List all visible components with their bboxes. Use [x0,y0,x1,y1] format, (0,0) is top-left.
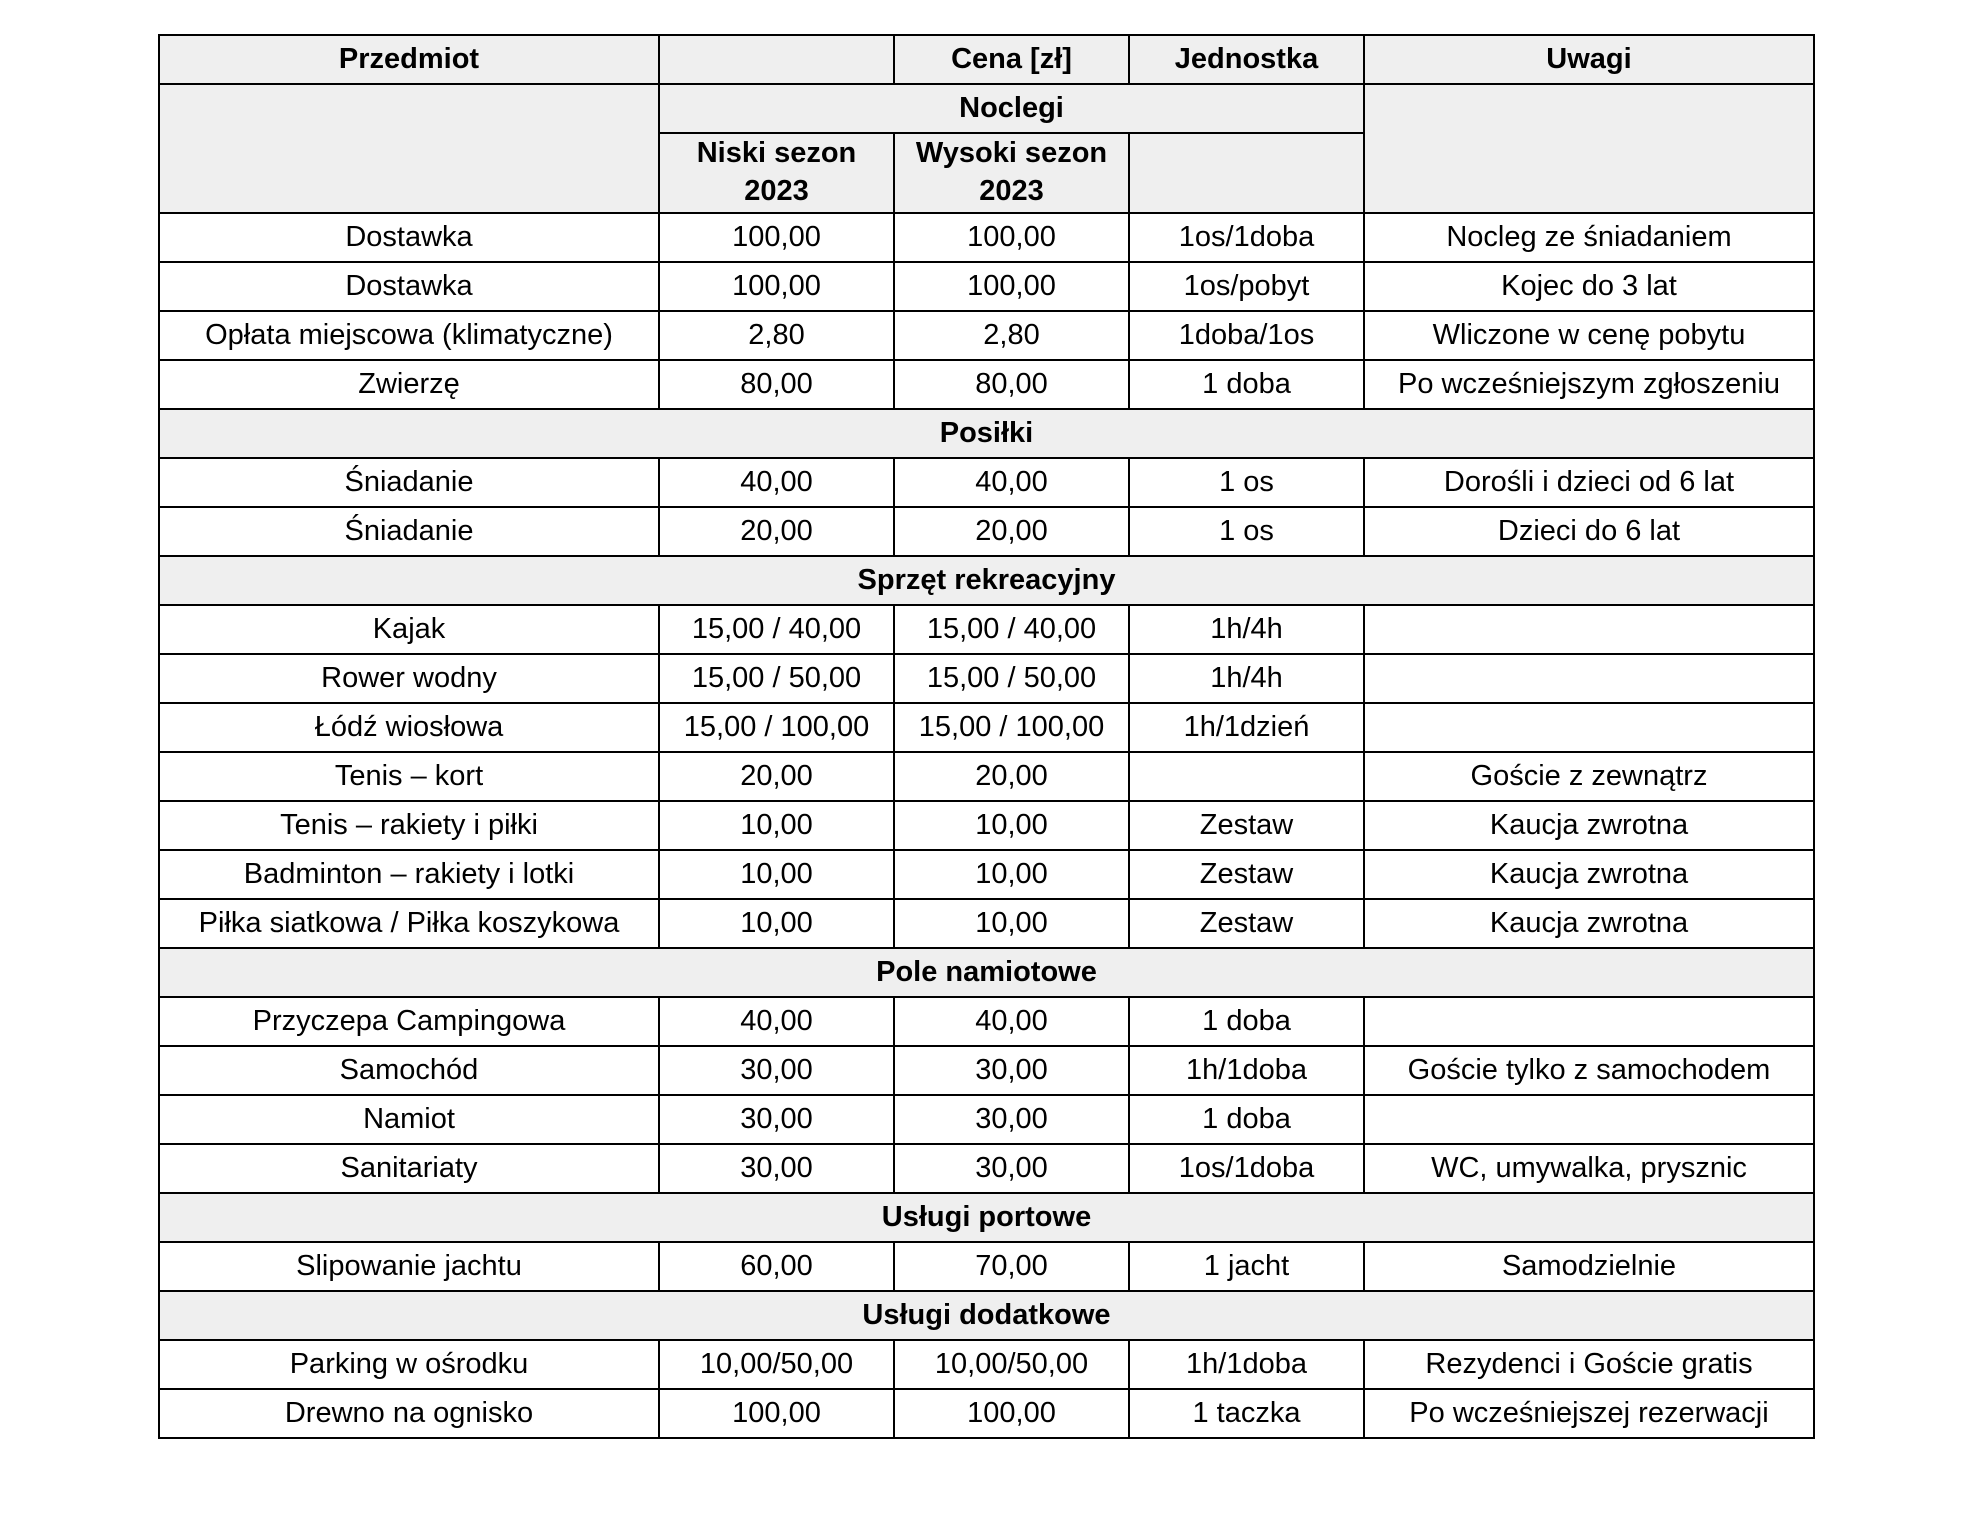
season-empty-unit [1129,133,1364,213]
section-title: Pole namiotowe [159,948,1814,997]
high-season-label: Wysoki sezon [915,137,1108,170]
high-season-price-cell: 30,00 [894,1095,1129,1144]
unit-cell: 1os/1doba [1129,1144,1364,1193]
header-row [159,35,1814,84]
notes-cell: Kaucja zwrotna [1364,801,1814,850]
item-cell: Sanitariaty [159,1144,659,1193]
notes-cell: Kaucja zwrotna [1364,850,1814,899]
item-cell: Łódź wiosłowa [159,703,659,752]
header-item: Przedmiot [159,35,659,84]
notes-cell [1364,605,1814,654]
unit-cell: Zestaw [1129,899,1364,948]
unit-cell: 1os/pobyt [1129,262,1364,311]
table-row [159,1242,1814,1291]
item-cell: Zwierzę [159,360,659,409]
table-row [159,262,1814,311]
high-season-price-cell: 10,00 [894,899,1129,948]
table-row [159,850,1814,899]
table-row [159,605,1814,654]
item-cell: Samochód [159,1046,659,1095]
item-cell: Parking w ośrodku [159,1340,659,1389]
unit-cell: 1 doba [1129,1095,1364,1144]
section-title: Usługi dodatkowe [159,1291,1814,1340]
table-row [159,752,1814,801]
high-season-price-cell: 15,00 / 40,00 [894,605,1129,654]
item-cell: Tenis – kort [159,752,659,801]
low-season-price-cell: 10,00/50,00 [659,1340,894,1389]
section-header-row [159,1291,1814,1340]
notes-cell: Kojec do 3 lat [1364,262,1814,311]
item-cell: Śniadanie [159,507,659,556]
low-season-price-cell: 60,00 [659,1242,894,1291]
notes-cell: WC, umywalka, prysznic [1364,1144,1814,1193]
section-header-row [159,409,1814,458]
low-season-price-cell: 40,00 [659,997,894,1046]
section-title: Usługi portowe [159,1193,1814,1242]
unit-cell: 1h/1doba [1129,1046,1364,1095]
high-season-price-cell: 100,00 [894,262,1129,311]
noclegi-empty-item [159,84,659,213]
item-cell: Śniadanie [159,458,659,507]
notes-cell: Wliczone w cenę pobytu [1364,311,1814,360]
notes-cell [1364,654,1814,703]
item-cell: Dostawka [159,262,659,311]
unit-cell: 1h/4h [1129,605,1364,654]
unit-cell: 1 os [1129,458,1364,507]
low-season-price-cell: 40,00 [659,458,894,507]
table-row [159,458,1814,507]
table-row [159,213,1814,262]
header-price: Cena [zł] [894,35,1129,84]
high-season-price-cell: 40,00 [894,997,1129,1046]
high-season-price-cell: 20,00 [894,507,1129,556]
section-header-row [159,1193,1814,1242]
high-season-price-cell: 10,00 [894,801,1129,850]
unit-cell: 1h/4h [1129,654,1364,703]
table-row [159,1095,1814,1144]
notes-cell: Samodzielnie [1364,1242,1814,1291]
high-season-price-cell: 40,00 [894,458,1129,507]
notes-cell: Goście z zewnątrz [1364,752,1814,801]
low-season-price-cell: 15,00 / 100,00 [659,703,894,752]
low-season-price-cell: 20,00 [659,507,894,556]
low-season-price-cell: 30,00 [659,1144,894,1193]
item-cell: Namiot [159,1095,659,1144]
high-season-price-cell: 2,80 [894,311,1129,360]
high-season-price-cell: 15,00 / 100,00 [894,703,1129,752]
notes-cell: Nocleg ze śniadaniem [1364,213,1814,262]
unit-cell: 1h/1dzień [1129,703,1364,752]
item-cell: Piłka siatkowa / Piłka koszykowa [159,899,659,948]
low-season-header [659,133,894,213]
item-cell: Rower wodny [159,654,659,703]
low-season-price-cell: 20,00 [659,752,894,801]
table-row [159,703,1814,752]
high-season-price-cell: 30,00 [894,1046,1129,1095]
low-season-price-cell: 15,00 / 40,00 [659,605,894,654]
notes-cell: Po wcześniejszej rezerwacji [1364,1389,1814,1438]
notes-cell [1364,1095,1814,1144]
table-row [159,801,1814,850]
table-row [159,360,1814,409]
high-season-header [894,133,1129,213]
item-cell: Badminton – rakiety i lotki [159,850,659,899]
item-cell: Tenis – rakiety i piłki [159,801,659,850]
notes-cell: Dorośli i dzieci od 6 lat [1364,458,1814,507]
price-list-body [159,35,1814,1438]
low-season-price-cell: 10,00 [659,899,894,948]
unit-cell: 1 doba [1129,997,1364,1046]
table-row [159,654,1814,703]
unit-cell: 1doba/1os [1129,311,1364,360]
low-season-price-cell: 100,00 [659,262,894,311]
noclegi-title: Noclegi [659,84,1364,133]
unit-cell: 1 os [1129,507,1364,556]
notes-cell: Dzieci do 6 lat [1364,507,1814,556]
low-season-price-cell: 10,00 [659,801,894,850]
item-cell: Kajak [159,605,659,654]
item-cell: Drewno na ognisko [159,1389,659,1438]
high-season-year: 2023 [979,175,1044,207]
header-unit: Jednostka [1129,35,1364,84]
high-season-price-cell: 10,00 [894,850,1129,899]
section-title: Posiłki [159,409,1814,458]
unit-cell: Zestaw [1129,850,1364,899]
low-season-year: 2023 [744,175,809,207]
high-season-price-cell: 15,00 / 50,00 [894,654,1129,703]
notes-cell: Kaucja zwrotna [1364,899,1814,948]
header-notes: Uwagi [1364,35,1814,84]
item-cell: Przyczepa Campingowa [159,997,659,1046]
notes-cell: Goście tylko z samochodem [1364,1046,1814,1095]
header-blank [659,35,894,84]
low-season-price-cell: 30,00 [659,1095,894,1144]
noclegi-title-row [159,84,1814,133]
unit-cell: 1 jacht [1129,1242,1364,1291]
unit-cell [1129,752,1364,801]
high-season-price-cell: 70,00 [894,1242,1129,1291]
table-row [159,507,1814,556]
notes-cell [1364,703,1814,752]
table-row [159,1144,1814,1193]
table-row [159,1340,1814,1389]
price-list-table [158,34,1815,1439]
section-title: Sprzęt rekreacyjny [159,556,1814,605]
low-season-price-cell: 15,00 / 50,00 [659,654,894,703]
high-season-price-cell: 30,00 [894,1144,1129,1193]
unit-cell: 1 taczka [1129,1389,1364,1438]
notes-cell: Po wcześniejszym zgłoszeniu [1364,360,1814,409]
low-season-price-cell: 2,80 [659,311,894,360]
table-row [159,311,1814,360]
notes-cell [1364,997,1814,1046]
item-cell: Slipowanie jachtu [159,1242,659,1291]
high-season-price-cell: 80,00 [894,360,1129,409]
high-season-price-cell: 100,00 [894,213,1129,262]
notes-cell: Rezydenci i Goście gratis [1364,1340,1814,1389]
section-header-row [159,556,1814,605]
high-season-price-cell: 20,00 [894,752,1129,801]
table-row [159,1046,1814,1095]
table-row [159,997,1814,1046]
low-season-price-cell: 30,00 [659,1046,894,1095]
unit-cell: Zestaw [1129,801,1364,850]
unit-cell: 1h/1doba [1129,1340,1364,1389]
unit-cell: 1os/1doba [1129,213,1364,262]
low-season-price-cell: 80,00 [659,360,894,409]
high-season-price-cell: 100,00 [894,1389,1129,1438]
low-season-price-cell: 100,00 [659,213,894,262]
noclegi-empty-notes [1364,84,1814,213]
unit-cell: 1 doba [1129,360,1364,409]
low-season-label: Niski sezon [696,137,857,170]
high-season-price-cell: 10,00/50,00 [894,1340,1129,1389]
item-cell: Dostawka [159,213,659,262]
item-cell: Opłata miejscowa (klimatyczne) [159,311,659,360]
table-row [159,899,1814,948]
low-season-price-cell: 100,00 [659,1389,894,1438]
table-row [159,1389,1814,1438]
section-header-row [159,948,1814,997]
low-season-price-cell: 10,00 [659,850,894,899]
